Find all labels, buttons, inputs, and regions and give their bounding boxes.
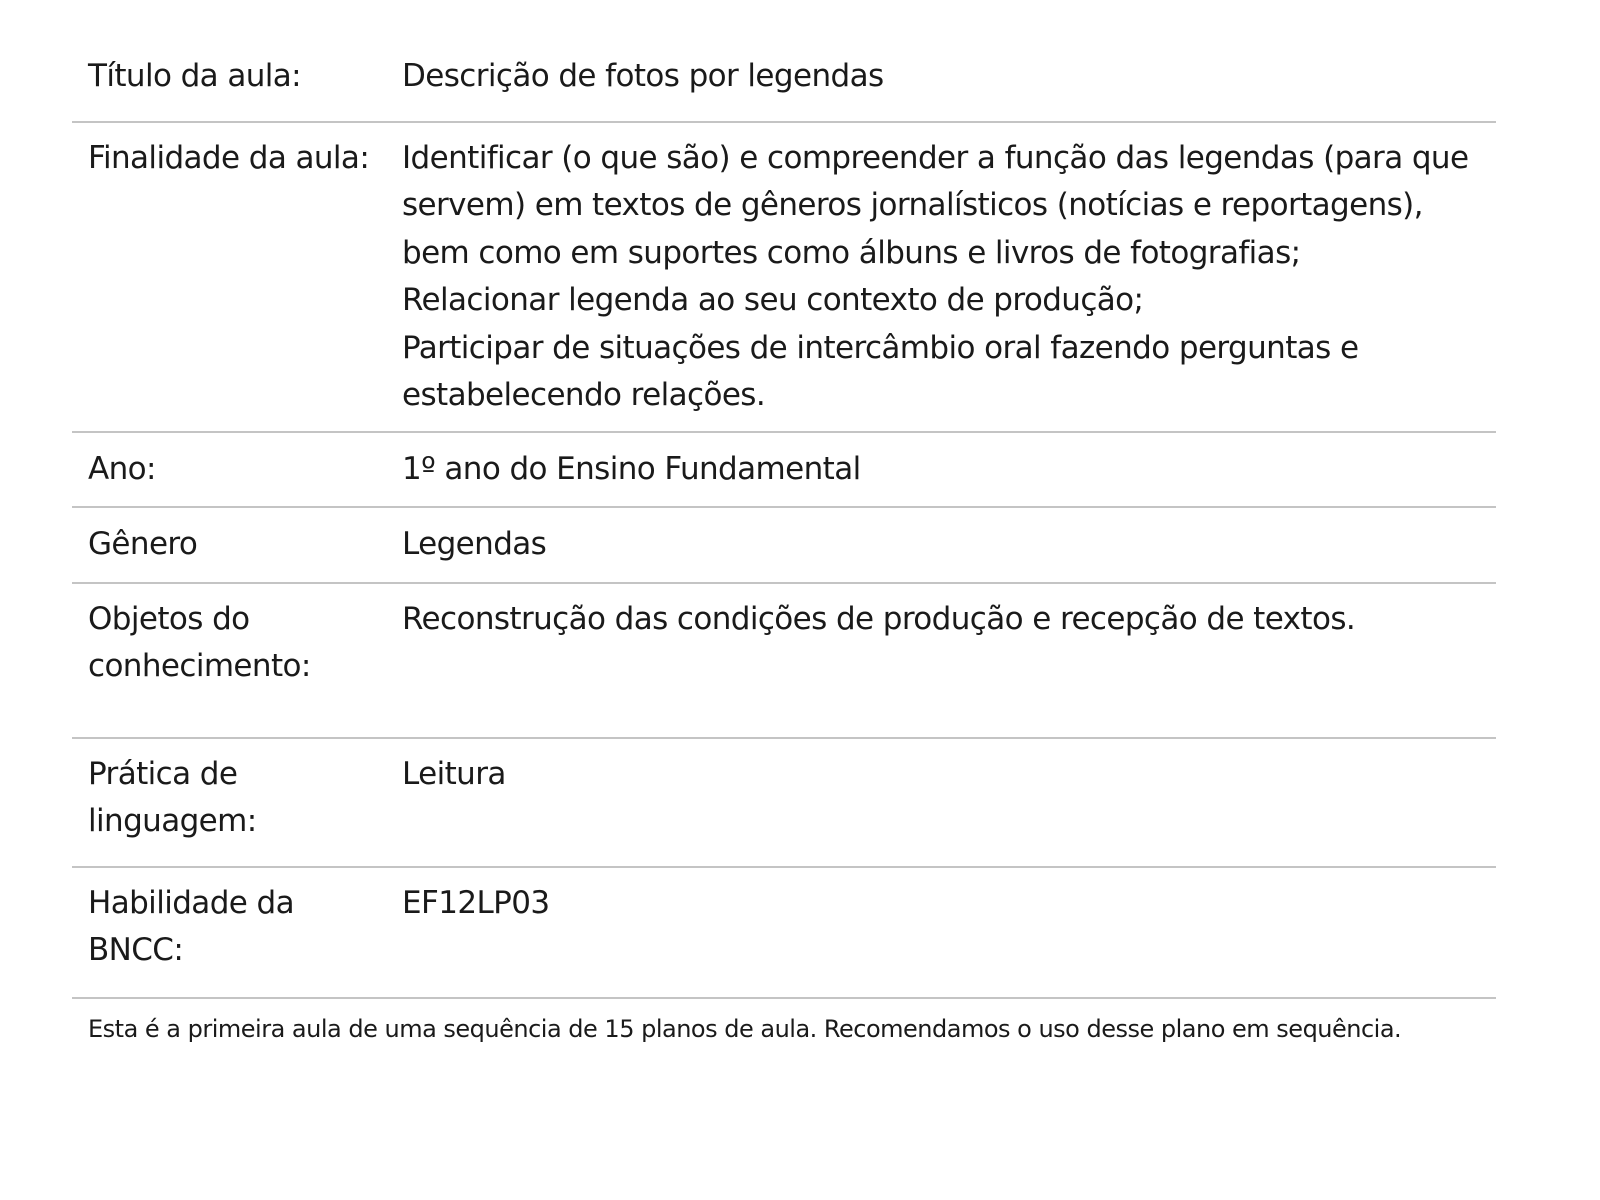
row-genre <box>72 507 1496 583</box>
row-value <box>386 583 1496 738</box>
row-value <box>386 867 1496 998</box>
value-line: Relacionar legenda ao seu contexto de produção; <box>402 282 1144 318</box>
row-value <box>386 738 1496 867</box>
value-line: Identificar (o que são) e compreender a função das legendas (para que servem) em textos de gêneros jornalísticos (notícias e reportagens), bem como em suportes como álbuns e livros de fotografias; <box>402 139 1469 271</box>
sequence-footnote: Esta é a primeira aula de uma sequência de 15 planos de aula. Recomendamos o uso desse plano em sequência. <box>88 1014 1402 1043</box>
row-year <box>72 432 1496 508</box>
lesson-plan-table <box>72 40 1496 999</box>
row-label: Título da aula: <box>88 58 302 94</box>
row-value <box>386 122 1496 432</box>
row-value <box>386 507 1496 583</box>
row-lesson-title <box>72 40 1496 122</box>
row-label: Prática de linguagem: <box>88 755 257 839</box>
row-label: Finalidade da aula: <box>88 139 370 176</box>
value-line: Descrição de fotos por legendas <box>402 58 884 94</box>
row-knowledge-objects <box>72 583 1496 738</box>
row-label: Objetos do conhecimento: <box>88 600 311 684</box>
row-bncc-skill <box>72 867 1496 998</box>
row-value <box>386 432 1496 508</box>
row-label: Ano: <box>88 450 156 487</box>
value-line: Reconstrução das condições de produção e recepção de textos. <box>402 600 1356 637</box>
value-line: Legendas <box>402 526 547 562</box>
row-lesson-purpose <box>72 122 1496 432</box>
value-line: Participar de situações de intercâmbio oral fazendo perguntas e estabelecendo relações. <box>402 329 1359 413</box>
value-line: EF12LP03 <box>402 884 550 921</box>
value-line: 1º ano do Ensino Fundamental <box>402 450 861 487</box>
row-value <box>386 40 1496 122</box>
value-line: Leitura <box>402 755 506 792</box>
row-language-practice <box>72 738 1496 867</box>
row-label: Gênero <box>88 526 198 562</box>
row-label: Habilidade da BNCC: <box>88 884 294 968</box>
lesson-plan-document <box>72 40 1496 1045</box>
